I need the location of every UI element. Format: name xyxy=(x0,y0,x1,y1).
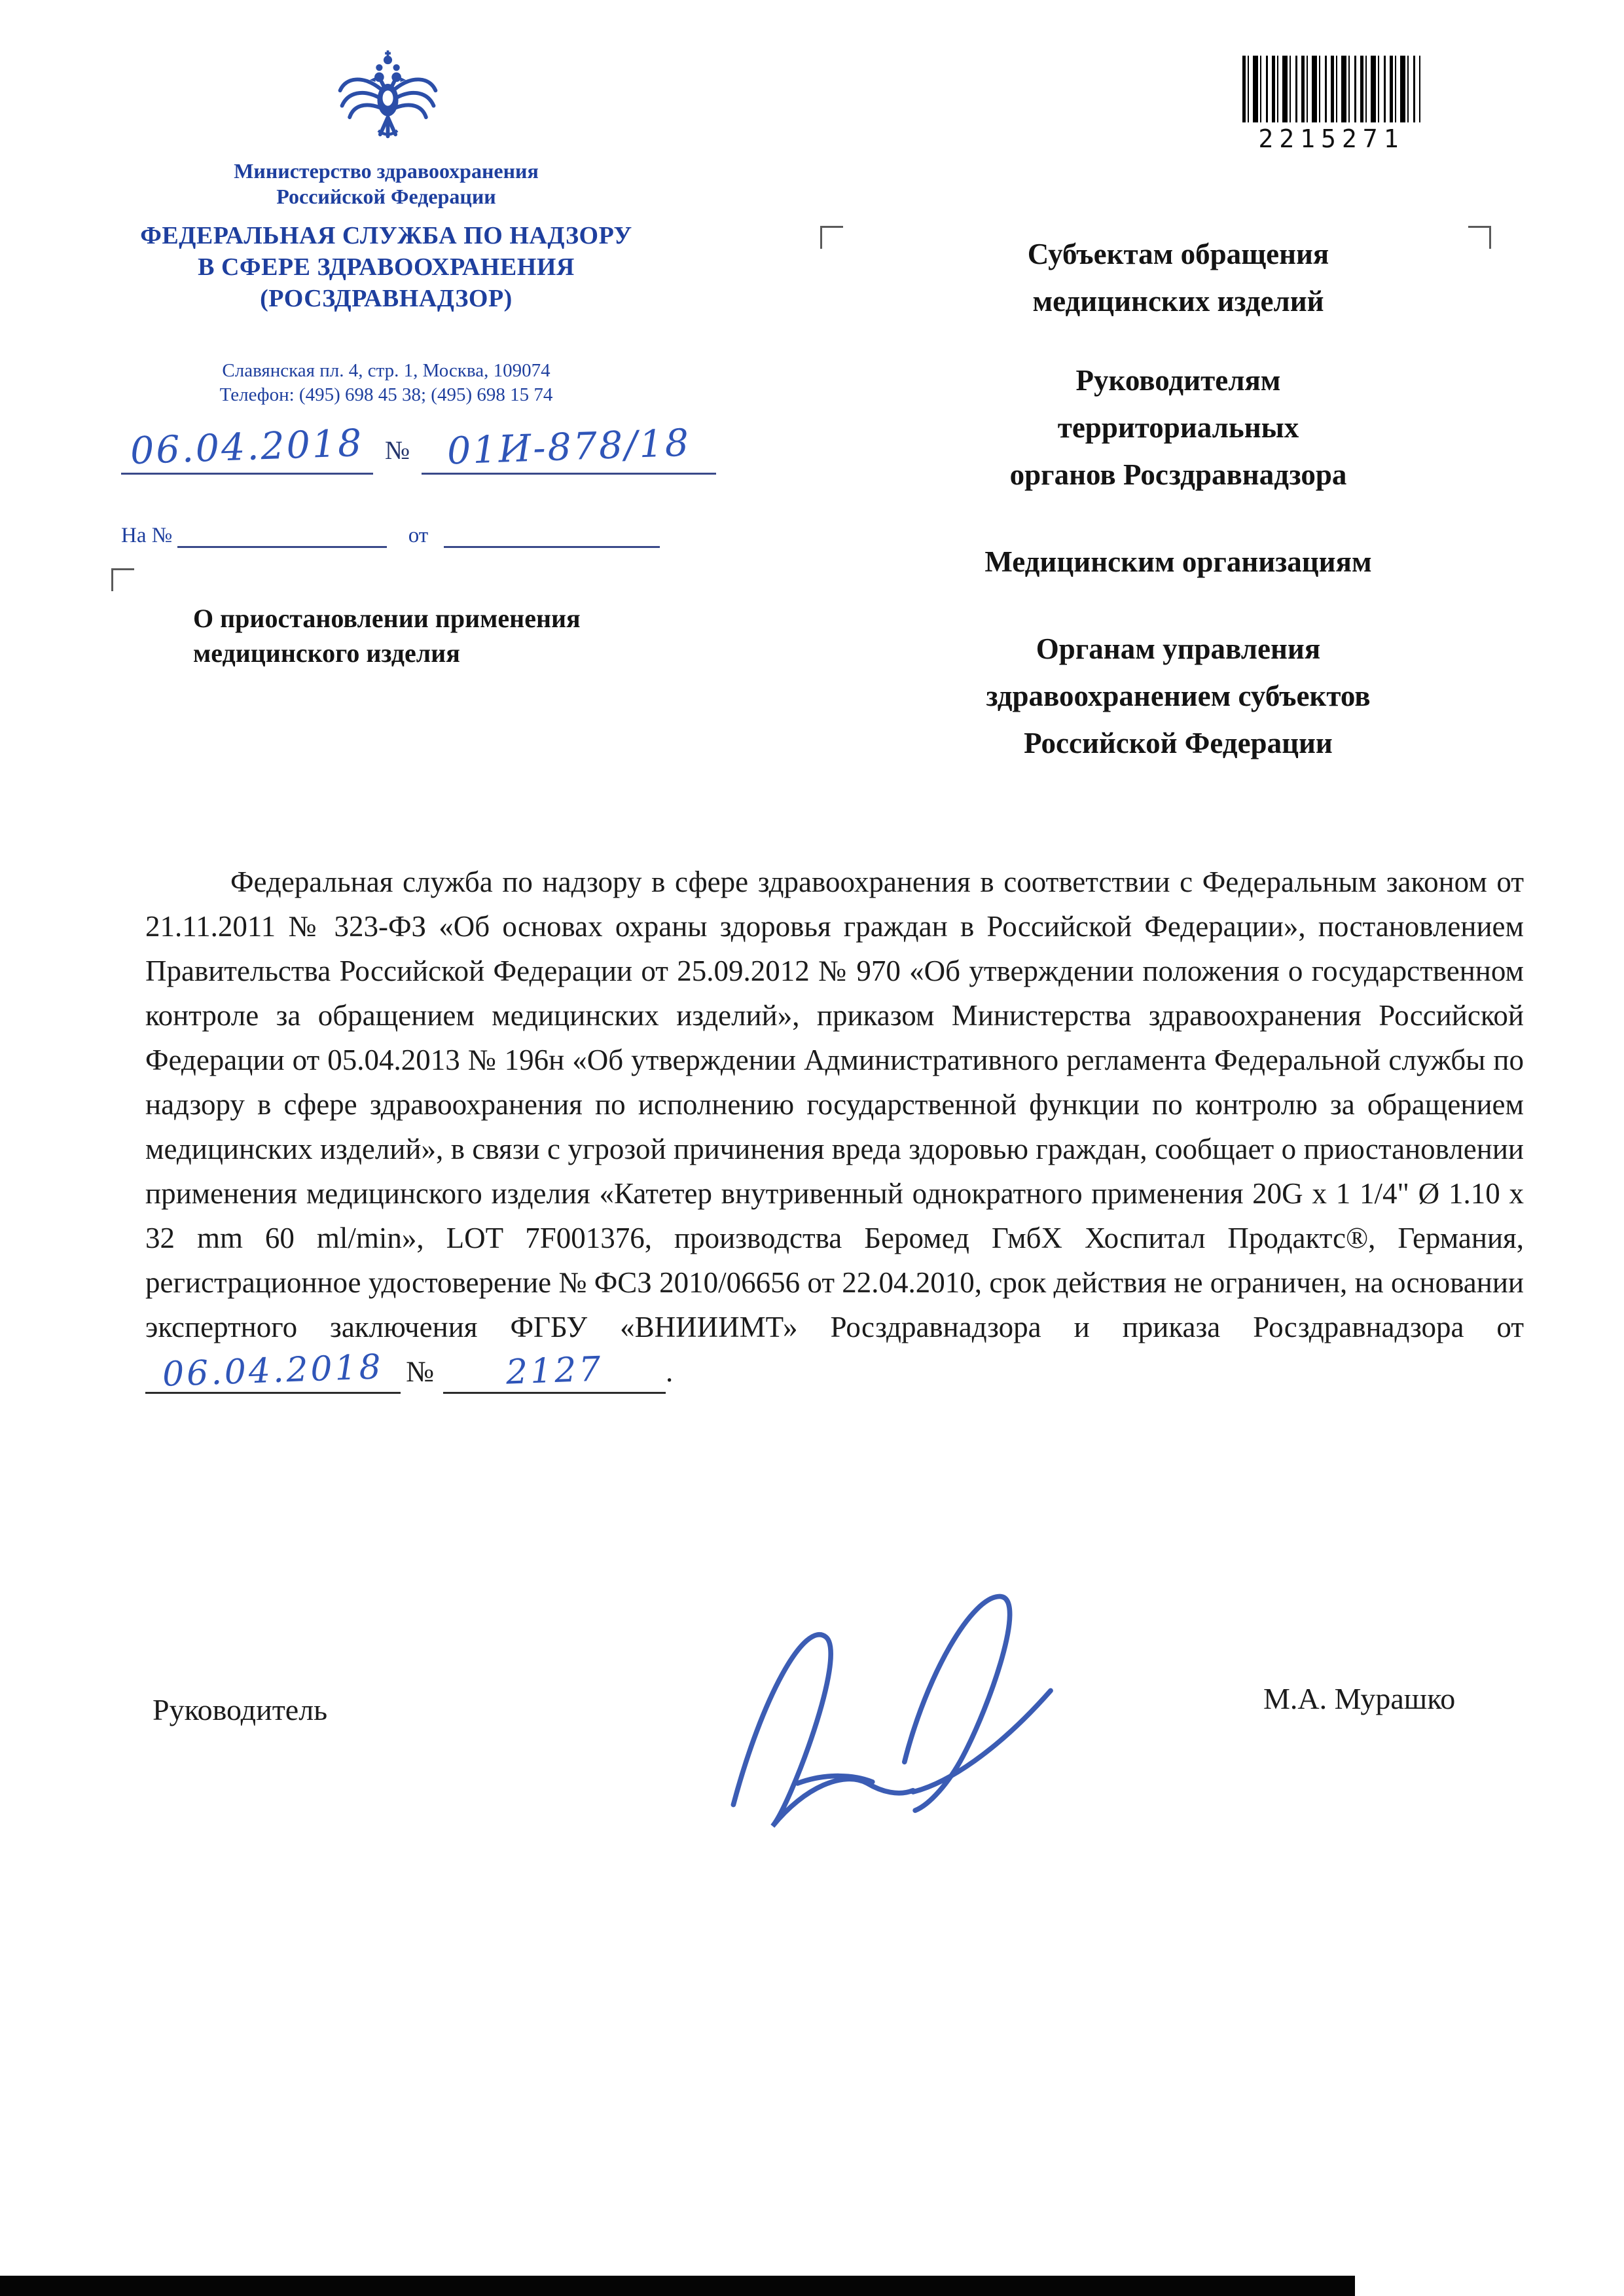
reply-number-blank xyxy=(177,524,387,548)
service-line: В СФЕРЕ ЗДРАВООХРАНЕНИЯ xyxy=(198,253,575,281)
recipient-block-1 xyxy=(871,230,1486,325)
barcode xyxy=(1242,56,1420,122)
phone-numbers: Телефон: (495) 698 45 38; (495) 698 15 74 xyxy=(219,384,553,405)
recipient-line: Органам управления xyxy=(1036,632,1321,665)
ministry-name xyxy=(144,158,628,210)
recipient-line: Медицинским организациям xyxy=(984,545,1372,578)
corner-mark xyxy=(111,568,134,591)
order-number-field xyxy=(443,1349,666,1394)
body-text: Федеральная служба по надзору в сфере здравоохранения в соответствии с Федеральным законом от 21.11.2011 № 323-ФЗ «Об основах охраны здоровья граждан в Российской Федерации», постановлением Правительства Российской Федерации от 25.09.2012 № 970 «Об утверждении положения о государственном контроле за обращением медицинских изделий», приказом Министерства здравоохранения Российской Федерации от 05.04.2013 № 196н «Об утверждении Административного регламента Федеральной службы по надзору в сфере здравоохранения по исполнению государственной функции по контролю за обращением медицинских изделий», в связи с угрозой причинения вреда здоровью граждан, сообщает о приостановлении применения медицинского изделия «Катетер внутривенный однократного применения 20G x 1 1/4" Ø 1.10 x 32 mm 60 ml/min», LOT 7F001376, производства Беромед ГмбХ Хоспитал Продактс®, Германия, регистрационное удостоверение № ФСЗ 2010/06656 от 22.04.2010, срок действия не ограничен, на основании экспертного заключения ФГБУ «ВНИИИМТ» Росздравнадзора и приказа Росздравнадзора от xyxy=(145,866,1524,1343)
handwritten-date: 06.04.2018 xyxy=(130,421,365,473)
body-paragraph xyxy=(145,860,1524,1394)
recipient-block-3 xyxy=(871,538,1486,585)
handwritten-number: 01И-878/18 xyxy=(446,421,692,473)
letterhead-contacts xyxy=(92,359,681,407)
order-date-field xyxy=(145,1347,401,1394)
corner-mark xyxy=(820,226,843,249)
signer-name: М.А. Мурашко xyxy=(1263,1682,1456,1715)
number-sign: № xyxy=(406,1355,434,1388)
recipient-line: территориальных xyxy=(1057,411,1299,444)
reply-date-blank xyxy=(444,524,660,548)
service-line: ФЕДЕРАЛЬНАЯ СЛУЖБА ПО НАДЗОРУ xyxy=(140,222,632,249)
signer-position: Руководитель xyxy=(153,1693,328,1726)
recipient-line: Субъектам обращения xyxy=(1027,238,1329,270)
recipient-block-2 xyxy=(871,357,1486,498)
signature-icon xyxy=(691,1565,1090,1859)
recipient-line: здравоохранением субъектов xyxy=(986,680,1371,712)
handwritten-order-date: 06.04.2018 xyxy=(162,1347,384,1394)
barcode-number: 2215271 xyxy=(1258,124,1405,153)
recipient-line: Руководителям xyxy=(1075,364,1281,397)
number-sign: № xyxy=(385,435,410,465)
recipient-line: органов Росздравнадзора xyxy=(1009,458,1347,491)
recipient-block-4 xyxy=(871,625,1486,767)
handwritten-order-number: 2127 xyxy=(505,1349,604,1393)
letter-subject xyxy=(193,601,691,670)
subject-line: О приостановлении применения xyxy=(193,604,581,633)
recipient-line: Российской Федерации xyxy=(1024,727,1333,759)
recipient-line: медицинских изделий xyxy=(1032,285,1324,318)
coat-of-arms-icon xyxy=(331,38,445,155)
reply-reference-line xyxy=(121,524,841,548)
outgoing-number-field xyxy=(422,421,716,475)
reference-line xyxy=(121,421,874,481)
na-label: На № xyxy=(121,524,173,547)
ministry-line: Министерство здравоохранения xyxy=(234,159,539,183)
service-name xyxy=(92,220,681,314)
period: . xyxy=(665,1355,674,1388)
ot-label: от xyxy=(408,524,429,547)
subject-line: медицинского изделия xyxy=(193,638,460,668)
ministry-line: Российской Федерации xyxy=(276,185,496,208)
scan-artifact-strip xyxy=(0,2276,1355,2296)
postal-address: Славянская пл. 4, стр. 1, Москва, 109074 xyxy=(222,360,550,381)
service-line: (РОСЗДРАВНАДЗОР) xyxy=(260,285,513,312)
outgoing-date-field xyxy=(121,421,373,475)
